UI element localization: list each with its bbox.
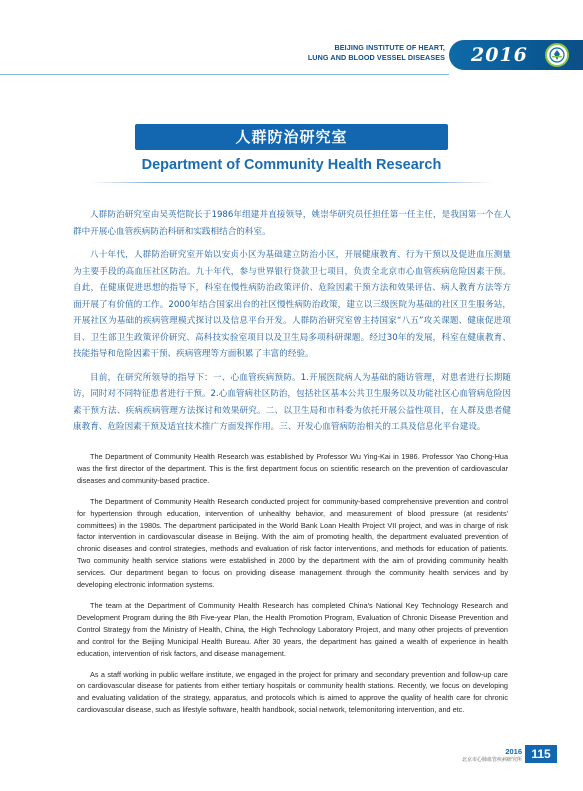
en-paragraph: The Department of Community Health Research was established by Professor Wu Ying-Kai in 1986. Professor Yao Chong-Hua was the first director of the department. This is the first department focus on scientific research on the prevention of cardiovascular diseases and community-based practice. — [77, 452, 508, 485]
header-rule — [0, 74, 449, 75]
header-year: 2016 — [471, 44, 528, 66]
page-title-zh: 人群防治研究室 — [235, 128, 348, 146]
page-number: 115 — [525, 745, 557, 763]
header-year-band — [449, 40, 583, 70]
institute-name-line2: LUNG AND BLOOD VESSEL DISEASES — [307, 53, 445, 62]
en-paragraph: The team at the Department of Community Health Research has completed China's National Key Technology Research and Development Program during the 8th Five-year Plan, the Health Promotion Program, Evaluation of Chronic Disease Prevention and Control Strategy from the Ministry of Health, China, the High Technology Laboratory Project, and many other projects of prevention and control for the Beijing Municipal Health Bureau. After 30 years, the department has gained a wealth of experience in health education, intervention of risk factors, and disease management. — [77, 600, 508, 658]
zh-paragraph: 人群防治研究室由吴英恺院长于1986年组建并直接领导，姚崇华研究员任担任第一任主任，是我国第一个在人群中开展心血管疾病防治科研和实践相结合的科室。 — [73, 210, 511, 237]
institute-name-line1: BEIJING INSTITUTE OF HEART, — [334, 43, 445, 52]
institute-name — [308, 43, 445, 63]
footer-organization: 北京市心肺血管疾病研究所 — [461, 757, 522, 763]
title-divider — [90, 182, 493, 183]
zh-paragraph: 目前，在研究所领导的指导下：一、心血管疾病预防。1.开展医院病人为基础的随访管理，对患者进行长期随访，同时对不同特征患者进行干预。2.心血管病社区防治，包括社区基本公共卫生服务以及功能社区心血管病危险因素干预方法、疾病疾病管理方法探讨和效果研究。二、以卫生局和市科委为依托开展公益性项目，在人群及患者健康教育、危险因素干预及适宜技术推广方面发挥作用。三、开发心血管病防治相关的工具及信息化平台建设。 — [73, 372, 511, 432]
en-paragraph: The Department of Community Health Research conducted project for community-based comprehensive prevention and control for hypertension through education, intervention of unhealthy behavior, and measurement of blood pressure (at residents' committees) in the 1980s. The department participated in the World Bank Loan Health Project VII project, and was in charge of risk factor intervention in cardiovascular disease in Beijing. With the aim of promoting health, the department evaluated prevention of chronic diseases and control strategies, methods and evaluation of risk factor interventions, and methods for education of patients. Two community health service stations were established in 2000 by the department with the aim of providing community health services. Our department began to focus on providing disease management through the community health services and by developing electronic information systems. — [77, 496, 508, 590]
chinese-title-banner — [135, 124, 448, 150]
english-body — [77, 451, 508, 725]
page-title-en: Department of Community Health Research — [141, 157, 442, 173]
en-paragraph: As a staff working in public welfare institute, we engaged in the project for primary and secondary prevention and follow-up care on cardiovascular disease for patients from either tertiary hospitals or community health stations. Recently, we focus on developing and evaluating validation of the strategy, apparatus, and protocols which is aimed to approve the quality of health care for chronic cardiovascular disease, such as lifestyle software, health handbook, social network, telemonitoring intervention, and etc. — [77, 669, 508, 715]
zh-paragraph: 八十年代，人群防治研究室开始以安贞小区为基础建立防治小区，开展健康教育、行为干预以及促进血压测量为主要手段的高血压社区防治。九十年代，参与世界银行贷款卫七项目，负责全北京市心血管疾病危险因素干预。自此，在健康促进思想的指导下，科室在慢性病防治政策评价、危险因素干预方法和效果评估、病人教育方法等方面开展了有价值的工作。2000年结合国家出台的社区慢性病防治政策，建立以三级医院为基础的社区卫生服务站，开展社区为基础的疾病管理模式探讨以及信息平台开发。人群防治研究室曾主持国家“八五”攻关课题、健康促进项目、卫生部卫生政策评价研究、高科技实验室项目以及卫生局多项科研课题。经过30年的发展，科室在健康教育、技能指导和危险因素干预、疾病管理等方面积累了丰富的经验。 — [73, 250, 511, 359]
page-footer — [0, 745, 583, 765]
page-header — [0, 40, 583, 74]
chinese-body — [73, 207, 511, 443]
institute-logo-icon — [545, 43, 569, 67]
footer-year: 2016 — [505, 747, 522, 756]
